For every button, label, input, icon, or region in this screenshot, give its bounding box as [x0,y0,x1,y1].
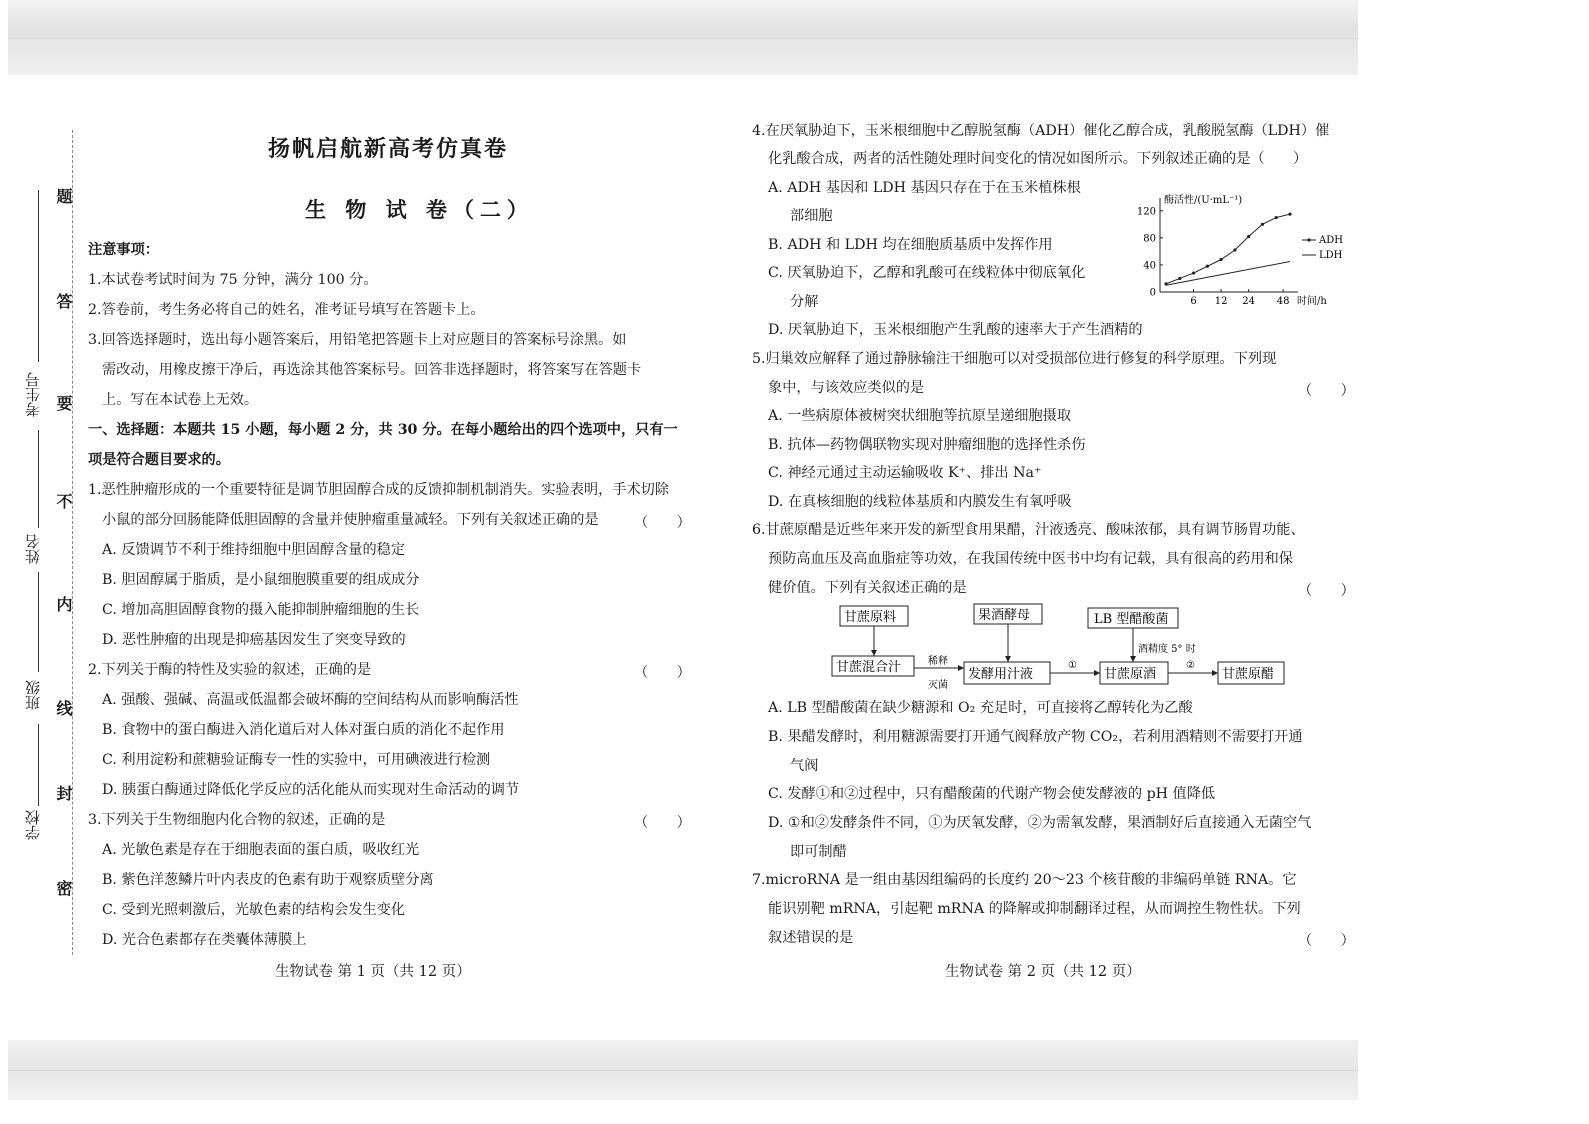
x-tick-label-24: 24 [1242,296,1256,307]
note-3: 3.回答选择题时，选出每小题答案后，用铅笔把答题卡上对应题目的答案标号涂黑。如 [88,332,627,348]
flow-sterilize: 灭菌 [928,680,948,691]
seal-word-6: 线 [54,700,73,716]
scan-top-band [8,0,1358,75]
flow-alcohol-note: 酒精度 5° 时 [1138,644,1196,655]
note-2: 2.答卷前，考生务必将自己的姓名，准考证号填写在答题卡上。 [88,302,485,318]
adh-point [1206,265,1209,268]
flow-step-1: ① [1068,660,1077,671]
flow-raw: 甘蔗原料 [844,610,897,625]
y-tick-label-0: 0 [1149,287,1156,299]
q2-option-c: C. 利用淀粉和蔗糖验证酶专一性的实验中，可用碘液进行检测 [102,752,491,768]
seal-word-2: 答 [54,293,73,309]
flow-yeast: 果酒酵母 [978,608,1031,623]
q3-option-d: D. 光合色素都存在类囊体薄膜上 [102,932,307,948]
q6-option-d: D. ①和②发酵条件不同，①为厌氧发酵，②为需氧发酵，果酒制好后直接通入无菌空气 [768,815,1312,831]
q4-option-b: B. ADH 和 LDH 均在细胞质基质中发挥作用 [768,237,1053,253]
scan-bottom-band [8,1040,1358,1100]
q7-stem-1: 7.microRNA 是一组由基因组编码的长度约 20～23 个核苷酸的非编码单链 RNA。它 [752,872,1297,888]
q6-stem-3: 健价值。下列有关叙述正确的是 [768,580,967,596]
q7-stem-3: 叙述错误的是 [768,930,854,946]
field-line-class [38,572,39,672]
q4-stem-2: 化乳酸合成，两者的活性随处理时间变化的情况如图所示。下列叙述正确的是（ ） [768,151,1308,167]
flow-dilute: 稀释 [928,656,948,667]
legend-adh: ADH [1319,235,1343,246]
q4-option-c-cont: 分解 [790,294,819,310]
q4-option-d: D. 厌氧胁迫下，玉米根细胞产生乳酸的速率大于产生酒精的 [768,322,1143,338]
q6-option-a: A. LB 型醋酸菌在缺少糖源和 O₂ 充足时，可直接将乙醇转化为乙酸 [768,700,1193,716]
q5-option-c: C. 神经元通过主动运输吸收 K⁺、排出 Na⁺ [768,465,1042,481]
x-tick-label-6: 6 [1190,296,1197,307]
adh-point [1220,258,1223,261]
x-tick-label-48: 48 [1276,296,1290,307]
q6-option-b-cont: 气阀 [790,758,819,774]
seal-word-8: 密 [54,880,73,896]
q5-stem-1: 5.归巢效应解释了通过静脉输注干细胞可以对受损部位进行修复的科学原理。下列现 [752,351,1277,367]
adh-point [1247,235,1250,238]
exam-title: 扬帆启航新高考仿真卷 [268,136,509,162]
x-tick-label-12: 12 [1214,296,1228,307]
flow-mix: 甘蔗混合汁 [836,660,902,675]
q6-stem-1: 6.甘蔗原醋是近些年来开发的新型食用果醋，汁液透亮、酸味浓郁，具有调节肠胃功能、 [752,522,1305,538]
field-school-label: 学校 [24,810,42,840]
enzyme-activity-chart [1136,192,1355,310]
q3-option-b: B. 紫色洋葱鳞片叶内表皮的色素有助于观察质壁分离 [102,872,434,888]
exam-subtitle: 生 物 试 卷（二） [305,197,534,222]
legend-ldh: LDH [1319,250,1343,261]
field-name-label: 姓名 [24,534,42,564]
q2-option-a: A. 强酸、强碱、高温或低温都会破坏酶的空间结构从而影响酶活性 [102,692,519,708]
q7-stem-2: 能识别靶 mRNA，引起靶 mRNA 的降解或抑制翻译过程，从而调控生物性状。下列 [768,901,1301,917]
adh-point [1275,216,1278,219]
q5-stem-2: 象中，与该效应类似的是 [768,380,925,396]
flow-wine: 甘蔗原酒 [1104,667,1157,682]
q2-answer-bracket: （ ） [634,665,691,681]
q7-answer-bracket: （ ） [1298,933,1355,949]
q6-stem-2: 预防高血压及高血脂症等功效，在我国传统中医书中均有记载，具有很高的药用和保 [768,551,1293,567]
q3-stem: 3.下列关于生物细胞内化合物的叙述，正确的是 [88,812,386,828]
q6-answer-bracket: （ ） [1298,583,1355,599]
q1-option-c: C. 增加高胆固醇食物的摄入能抑制肿瘤细胞的生长 [102,602,420,618]
note-3-cont-2: 上。写在本试卷上无效。 [102,392,259,408]
seal-word-3: 要 [54,395,73,411]
note-3-cont-1: 需改动，用橡皮擦干净后，再选涂其他答案标号。回答非选择题时，将答案写在答题卡 [102,362,642,378]
q5-option-b: B. 抗体—药物偶联物实现对肿瘤细胞的选择性杀伤 [768,437,1086,453]
q4-option-c: C. 厌氧胁迫下，乙醇和乳酸可在线粒体中彻底氧化 [768,265,1086,281]
q2-option-b: B. 食物中的蛋白酶进入消化道后对人体对蛋白质的消化不起作用 [102,722,505,738]
flow-step-2: ② [1186,660,1195,671]
adh-point [1288,213,1291,216]
page-1-footer: 生物试卷 第 1 页（共 12 页） [275,964,471,980]
chart-ylabel: 酶活性/(U·mL⁻¹) [1164,195,1243,206]
notes-heading: 注意事项： [88,242,159,258]
section-heading: 一、选择题：本题共 15 小题，每小题 2 分，共 30 分。在每小题给出的四个选项中，只有一 [88,422,678,438]
seal-word-7: 封 [54,785,73,801]
series-line-ldh [1166,262,1290,286]
adh-point [1192,271,1195,274]
adh-point [1178,277,1181,280]
field-exam-no-label: 考生号 [24,372,42,417]
q5-option-a: A. 一些病原体被树突状细胞等抗原呈递细胞摄取 [768,408,1072,424]
y-tick-label-80: 80 [1143,233,1156,245]
q3-answer-bracket: （ ） [634,815,691,831]
seal-word-4: 不 [54,493,73,509]
q4-stem-1: 4.在厌氧胁迫下，玉米根细胞中乙醇脱氢酶（ADH）催化乙醇合成，乳酸脱氢酶（LDH）催 [752,123,1330,139]
seal-word-1: 题 [54,188,73,204]
flow-lb: LB 型醋酸菌 [1094,612,1169,627]
field-line-school [38,724,39,806]
q1-stem-2: 小鼠的部分回肠能降低胆固醇的含量并使肿瘤重量减轻。下列有关叙述正确的是 [102,512,599,528]
q6-option-b: B. 果醋发酵时，利用糖源需要打开通气阀释放产物 CO₂，若利用酒精则不需要打开通 [768,729,1303,745]
q5-option-d: D. 在真核细胞的线粒体基质和内膜发生有氧呼吸 [768,494,1072,510]
q5-answer-bracket: （ ） [1298,383,1355,399]
field-line-exam-no [38,190,39,362]
field-class-label: 班级 [24,680,42,710]
q1-option-d: D. 恶性肿瘤的出现是抑癌基因发生了突变导致的 [102,632,406,648]
fermentation-flow-diagram [830,602,1300,697]
seal-word-5: 内 [54,596,73,612]
q2-option-d: D. 胰蛋白酶通过降低化学反应的活化能从而实现对生命活动的调节 [102,782,520,798]
y-tick-label-120: 120 [1136,206,1156,218]
binding-dashed-line [72,130,73,955]
q4-option-a-cont: 部细胞 [790,208,833,224]
flow-vinegar: 甘蔗原醋 [1222,667,1275,682]
field-line-name [38,430,39,528]
page-2-footer: 生物试卷 第 2 页（共 12 页） [945,964,1141,980]
adh-point [1261,223,1264,226]
q3-option-c: C. 受到光照刺激后，光敏色素的结构会发生变化 [102,902,406,918]
section-heading-cont: 项是符合题目要求的。 [88,452,230,468]
adh-point [1233,248,1236,251]
y-tick-label-40: 40 [1143,260,1156,272]
flow-juice: 发酵用汁液 [968,667,1034,682]
q4-option-a: A. ADH 基因和 LDH 基因只存在于在玉米植株根 [768,180,1081,196]
q6-option-d-cont: 即可制醋 [790,844,847,860]
q1-option-a: A. 反馈调节不利于维持细胞中胆固醇含量的稳定 [102,542,406,558]
q1-stem-1: 1.恶性肿瘤形成的一个重要特征是调节胆固醇合成的反馈抑制机制消失。实验表明，手术切除 [88,482,670,498]
q6-option-c: C. 发酵①和②过程中，只有醋酸菌的代谢产物会使发酵液的 pH 值降低 [768,786,1216,802]
q1-answer-bracket: （ ） [634,515,691,531]
chart-xlabel: 时间/h [1297,296,1327,307]
q1-option-b: B. 胆固醇属于脂质，是小鼠细胞膜重要的组成成分 [102,572,420,588]
q3-option-a: A. 光敏色素是存在于细胞表面的蛋白质，吸收红光 [102,842,420,858]
q2-stem: 2.下列关于酶的特性及实验的叙述，正确的是 [88,662,372,678]
note-1: 1.本试卷考试时间为 75 分钟，满分 100 分。 [88,272,378,288]
